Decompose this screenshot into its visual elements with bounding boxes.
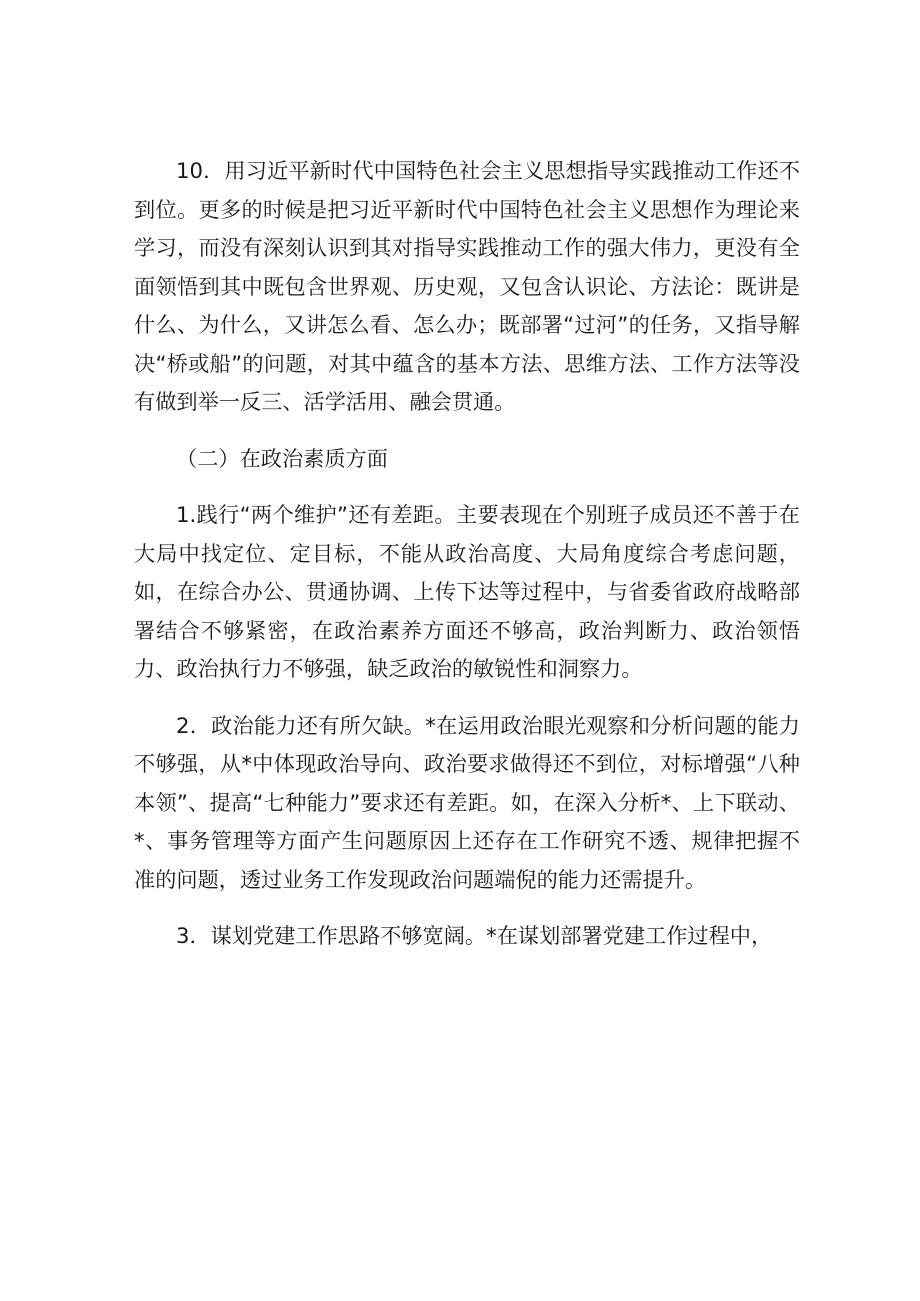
document-body xyxy=(134,152,800,956)
paragraph-10-theory-practice: 10．用习近平新时代中国特色社会主义思想指导实践推动工作还不到位。更多的时候是把习近平新时代中国特色社会主义思想作为理论来学习，而没有深刻认识到其对指导实践推动工作的强大伟力，更没有全面领悟到其中既包含世界观、历史观，又包含认识论、方法论：既讲是什么、为什么，又讲怎么看、怎么办；既部署“过河”的任务，又指导解决“桥或船”的问题，对其中蕴含的基本方法、思维方法、工作方法等没有做到举一反三、活学活用、融会贯通。 xyxy=(134,158,800,414)
paragraph-2-political-ability: 2．政治能力还有所欠缺。*在运用政治眼光观察和分析问题的能力不够强，从*中体现政治导向、政治要求做得还不到位，对标增强“八种本领”、提高“七种能力”要求还有差距。如，在深入分析*、上下联动、*、事务管理等方面产生问题原因上还存在工作研究不透、规律把握不准的问题，透过业务工作发现政治问题端倪的能力还需提升。 xyxy=(134,712,800,892)
section-heading-political-quality: （二）在政治素质方面 xyxy=(176,445,388,471)
paragraph-spacer xyxy=(134,478,800,496)
paragraph-spacer xyxy=(134,899,800,917)
paragraph-3-party-building: 3．谋划党建工作思路不够宽阔。*在谋划部署党建工作过程中， xyxy=(176,923,773,948)
paragraph-1-two-safeguards: 1.践行“两个维护”还有差距。主要表现在个别班子成员还不善于在大局中找定位、定目标，不能从政治高度、大局角度综合考虑问题，如，在综合办公、贯通协调、上传下达等过程中，与省委省政府战略部署结合不够紧密，在政治素养方面还不够高，政治判断力、政治领悟力、政治执行力不够强，缺乏政治的敏锐性和洞察力。 xyxy=(134,502,800,681)
paragraph-spacer xyxy=(134,689,800,707)
paragraph-spacer xyxy=(134,422,800,440)
